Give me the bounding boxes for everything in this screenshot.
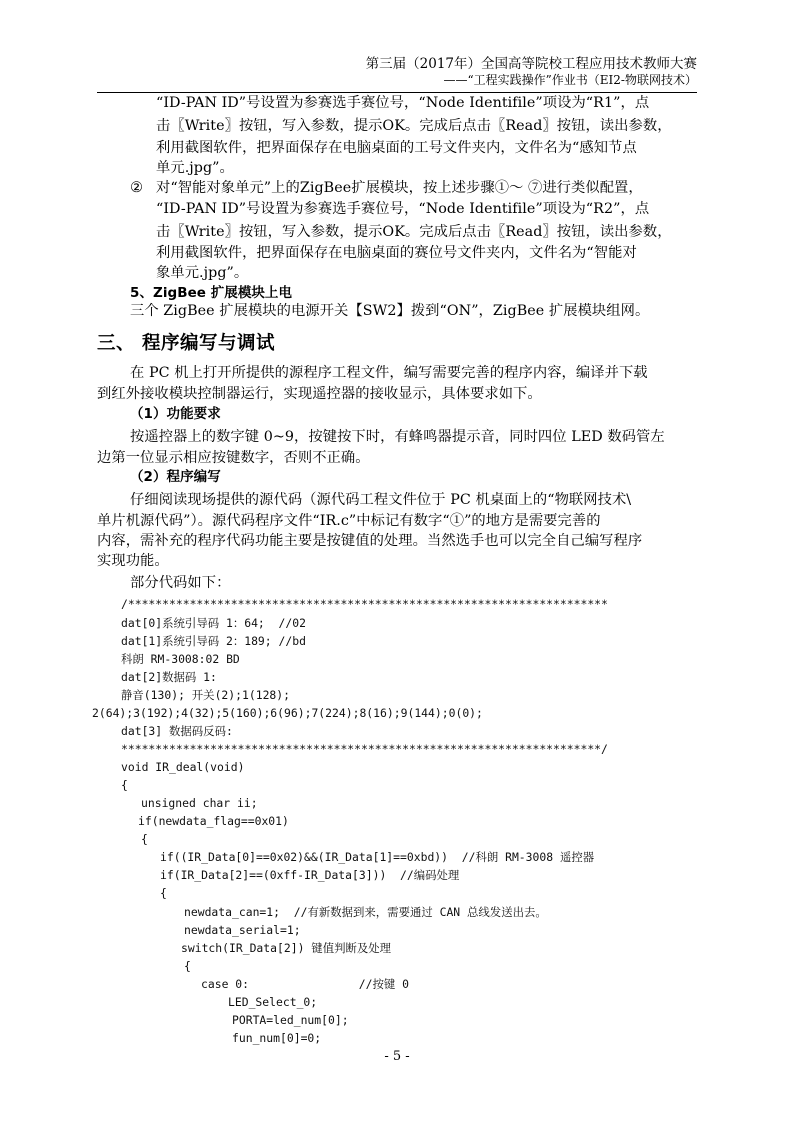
code-line: { [160, 886, 167, 900]
body-line: 按遥控器上的数字键 0~9，按键按下时，有蜂鸣器提示音，同时四位 LED 数码管左 [130, 429, 665, 445]
header-title: 第三届（2017年）全国高等院校工程应用技术教师大赛 [365, 56, 697, 72]
code-line: case 0: //按键 0 [201, 977, 409, 991]
code-line: /********************************************************************** [121, 597, 608, 611]
code-line: 2(64);3(192);4(32);5(160);6(96);7(224);8(16);9(144);0(0); [92, 706, 483, 720]
subsection-heading: 5、ZigBee 扩展模块上电 [130, 285, 293, 301]
body-line: 利用截图软件，把界面保存在电脑桌面的赛位号文件夹内，文件名为“智能对 [156, 245, 637, 261]
step-number: ② [130, 180, 143, 196]
body-line: 部分代码如下： [130, 575, 231, 591]
code-line: 科朗 RM-3008:02 BD [121, 652, 240, 666]
body-line: 边第一位显示相应按键数字，否则不正确。 [97, 450, 370, 466]
code-line: if(newdata_flag==0x01) [138, 814, 289, 828]
code-line: { [121, 778, 128, 792]
code-line: if((IR_Data[0]==0x02)&&(IR_Data[1]==0xbd)) //科朗 RM-3008 遥控器 [160, 850, 595, 864]
code-line: dat[2]数据码 1: [121, 670, 217, 684]
code-line: LED_Select_0; [228, 995, 318, 1009]
body-line: 内容，需补充的程序代码功能主要是按键值的处理。当然选手也可以完全自己编写程序 [97, 533, 643, 549]
page-number: - 5 - [384, 1049, 410, 1064]
code-line: newdata_serial=1; [184, 923, 301, 937]
code-line: dat[1]系统引导码 2：189; //bd [121, 634, 306, 648]
code-line: fun_num[0]=0; [232, 1031, 322, 1045]
body-line: 象单元.jpg”。 [156, 265, 249, 281]
subsection-heading: （1）功能要求 [130, 406, 221, 422]
code-line: void IR_deal(void) [121, 760, 245, 774]
code-line: { [141, 832, 148, 846]
header-divider [97, 92, 697, 93]
body-line: “ID-PAN ID”号设置为参赛选手赛位号，“Node Identifile”项设为“R2”，点 [156, 201, 650, 217]
section-heading: 三、 程序编写与调试 [97, 333, 275, 354]
header-subtitle: ——“工程实践操作”作业书（EI2-物联网技术） [443, 73, 697, 87]
body-line: 击〖Write〗按钮，写入参数，提示OK。完成后点击〖Read〗按钮，读出参数， [156, 224, 672, 240]
body-line: 对“智能对象单元”上的ZigBee扩展模块，按上述步骤①～ ⑦进行类似配置， [156, 180, 643, 196]
body-line: 击〖Write〗按钮，写入参数，提示OK。完成后点击〖Read〗按钮，读出参数， [156, 118, 672, 134]
code-line: { [184, 959, 191, 973]
code-line: newdata_can=1; //有新数据到来，需要通过 CAN 总线发送出去。 [184, 905, 547, 919]
code-line: unsigned char ii; [141, 796, 258, 810]
body-line: 利用截图软件，把界面保存在电脑桌面的工号文件夹内，文件名为“感知节点 [156, 140, 637, 156]
body-line: 单元.jpg”。 [156, 160, 234, 176]
code-line: **********************************************************************/ [121, 742, 608, 756]
code-line: switch(IR_Data[2]) 键值判断及处理 [181, 941, 392, 955]
body-line: 单片机源代码”）。源代码程序文件“IR.c”中标记有数字“①”的地方是需要完善的 [97, 513, 601, 529]
body-line: 仔细阅读现场提供的源代码（源代码工程文件位于 PC 机桌面上的“物联网技术\ [130, 492, 632, 508]
code-line: PORTA=led_num[0]; [232, 1013, 349, 1027]
body-line: “ID-PAN ID”号设置为参赛选手赛位号，“Node Identifile”项设为“R1”，点 [156, 95, 650, 111]
subsection-heading: （2）程序编写 [130, 469, 221, 485]
body-line: 实现功能。 [97, 553, 169, 569]
code-line: 静音(130); 开关(2);1(128); [121, 688, 291, 702]
body-line: 三个 ZigBee 扩展模块的电源开关【SW2】拨到“ON”，ZigBee 扩展模块组网。 [130, 303, 650, 319]
body-line: 在 PC 机上打开所提供的源程序工程文件，编写需要完善的程序内容，编译并下载 [130, 365, 648, 381]
body-line: 到红外接收模块控制器运行，实现遥控器的接收显示，具体要求如下。 [97, 386, 542, 402]
code-line: if(IR_Data[2]==(0xff-IR_Data[3])) //编码处理 [160, 868, 460, 882]
code-line: dat[0]系统引导码 1：64; //02 [121, 616, 306, 630]
code-line: dat[3] 数据码反码: [121, 724, 233, 738]
